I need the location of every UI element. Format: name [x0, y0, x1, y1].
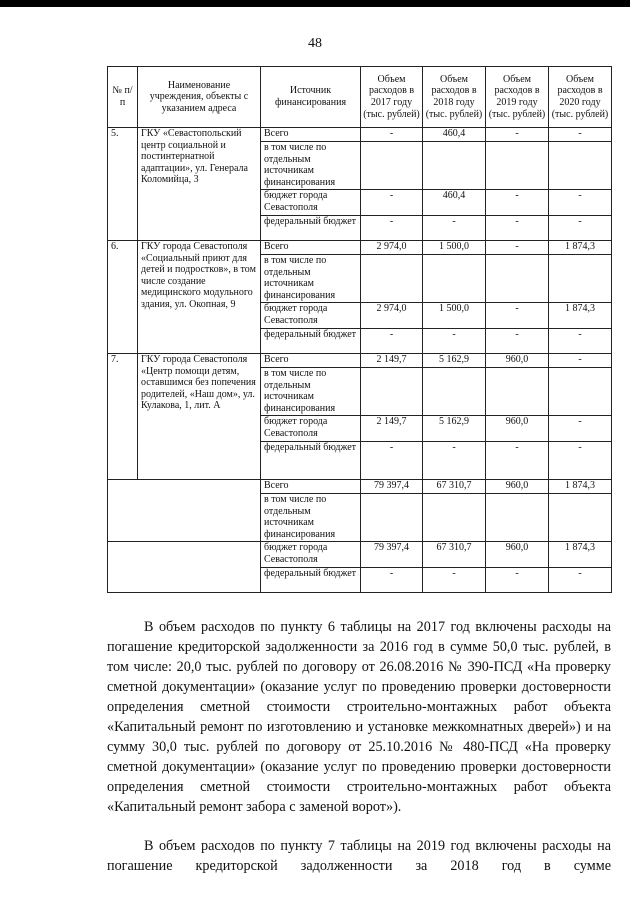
source-cell: в том числе по отдельным источникам финансирования [261, 142, 361, 190]
table-row [108, 354, 612, 368]
value-cell [549, 494, 612, 542]
header-cell: Объем расходов в 2020 году (тыс. рублей) [549, 67, 612, 128]
value-cell: - [486, 190, 549, 216]
value-cell: - [486, 241, 549, 255]
expense-table [107, 66, 612, 593]
source-cell: бюджет города Севастополя [261, 416, 361, 442]
table-row [108, 128, 612, 142]
value-cell: 1 874,3 [549, 480, 612, 494]
header-cell: Объем расходов в 2018 году (тыс. рублей) [423, 67, 486, 128]
value-cell: 460,4 [423, 128, 486, 142]
page-number: 48 [308, 36, 322, 51]
value-cell: - [361, 190, 423, 216]
value-cell: 1 874,3 [549, 241, 612, 255]
source-cell: Всего [261, 354, 361, 368]
value-cell: 960,0 [486, 480, 549, 494]
value-cell: - [549, 416, 612, 442]
institution-cell: ГКУ города Севастополя «Центр помощи детям, оставшимся без попечения родителей, «Наш дом», ул. Кулакова, 1, лит. А [138, 354, 261, 480]
source-cell: Всего [261, 480, 361, 494]
table-row [108, 480, 612, 494]
value-cell: - [549, 128, 612, 142]
value-cell: - [486, 303, 549, 329]
value-cell: - [486, 568, 549, 593]
value-cell [486, 494, 549, 542]
value-cell [423, 255, 486, 303]
value-cell: - [549, 354, 612, 368]
header-cell: Объем расходов в 2019 году (тыс. рублей) [486, 67, 549, 128]
total-empty-cell [108, 480, 261, 542]
value-cell: 960,0 [486, 416, 549, 442]
institution-cell: ГКУ «Севастопольский центр социальной и постинтернатной адаптации», ул. Генерала Коломийца, 3 [138, 128, 261, 241]
value-cell: 960,0 [486, 354, 549, 368]
value-cell: - [423, 568, 486, 593]
paragraph-2-text: В объем расходов по пункту 7 таблицы на 2019 год включены расходы на погашение кредиторской задолженности за 2018 год в сумме [107, 838, 611, 874]
value-cell [361, 255, 423, 303]
value-cell: - [549, 442, 612, 480]
value-cell: - [361, 329, 423, 354]
value-cell: 5 162,9 [423, 354, 486, 368]
header-cell: Источник финансирования [261, 67, 361, 128]
value-cell [361, 142, 423, 190]
value-cell [423, 368, 486, 416]
value-cell: 79 397,4 [361, 542, 423, 568]
source-cell: бюджет города Севастополя [261, 190, 361, 216]
value-cell: 1 500,0 [423, 241, 486, 255]
paragraph-1-text: В объем расходов по пункту 6 таблицы на 2017 год включены расходы на погашение кредиторской задолженности за 2016 год в сумме 50,0 тыс. рублей, в том числе: 20,0 тыс. рублей по договору от 26.08.2016 № 390-ПСД «На проверку сметной документации» (оказание услуг по проведению проверки достоверности определения сметной стоимости строительно-монтажных работ объекта «Капитальный ремонт по изготовлению и установке межкомнатных дверей») и на сумму 30,0 тыс. рублей по договору от 25.10.2016 № 480-ПСД «На проверку сметной документации» (оказание услуг по проведению проверки достоверности определения сметной стоимости строительно-монтажных работ объекта «Капитальный ремонт забора с заменой ворот»). [107, 619, 611, 815]
source-cell: бюджет города Севастополя [261, 542, 361, 568]
value-cell: - [549, 568, 612, 593]
source-cell: в том числе по отдельным источникам финансирования [261, 255, 361, 303]
header-cell: Наименование учреждения, объекты с указанием адреса [138, 67, 261, 128]
value-cell: - [423, 329, 486, 354]
value-cell: 1 874,3 [549, 542, 612, 568]
value-cell [486, 368, 549, 416]
top-border-line [0, 0, 630, 7]
source-cell: федеральный бюджет [261, 329, 361, 354]
value-cell: 960,0 [486, 542, 549, 568]
value-cell: 67 310,7 [423, 542, 486, 568]
value-cell [361, 368, 423, 416]
value-cell: - [423, 216, 486, 241]
value-cell: - [486, 329, 549, 354]
value-cell: - [361, 128, 423, 142]
source-cell: в том числе по отдельным источникам финансирования [261, 494, 361, 542]
source-cell: в том числе по отдельным источникам финансирования [261, 368, 361, 416]
value-cell: 1 874,3 [549, 303, 612, 329]
row-number: 6. [108, 241, 138, 354]
source-cell: федеральный бюджет [261, 442, 361, 480]
value-cell: - [486, 128, 549, 142]
paragraph-1 [107, 617, 611, 817]
table-row [108, 542, 612, 568]
value-cell: - [549, 216, 612, 241]
value-cell: 1 500,0 [423, 303, 486, 329]
value-cell [423, 494, 486, 542]
source-cell: федеральный бюджет [261, 568, 361, 593]
value-cell: 5 162,9 [423, 416, 486, 442]
value-cell: - [486, 442, 549, 480]
header-cell: № п/п [108, 67, 138, 128]
value-cell [549, 142, 612, 190]
row-number: 7. [108, 354, 138, 480]
header-cell: Объем расходов в 2017 году (тыс. рублей) [361, 67, 423, 128]
value-cell: 2 974,0 [361, 241, 423, 255]
paragraph-2 [107, 836, 611, 876]
value-cell: - [486, 216, 549, 241]
row-number: 5. [108, 128, 138, 241]
table-row [108, 241, 612, 255]
institution-cell: ГКУ города Севастополя «Социальный приют для детей и подростков», в том числе создание медицинского модульного здания, ул. Окопная, 9 [138, 241, 261, 354]
value-cell: 2 149,7 [361, 354, 423, 368]
value-cell [423, 142, 486, 190]
total-empty-cell [108, 542, 261, 593]
value-cell: 79 397,4 [361, 480, 423, 494]
value-cell [361, 494, 423, 542]
value-cell: - [423, 442, 486, 480]
value-cell: 2 149,7 [361, 416, 423, 442]
value-cell: - [549, 190, 612, 216]
value-cell: - [361, 216, 423, 241]
value-cell [486, 142, 549, 190]
source-cell: Всего [261, 128, 361, 142]
value-cell: - [361, 568, 423, 593]
value-cell: - [361, 442, 423, 480]
value-cell [549, 368, 612, 416]
value-cell [549, 255, 612, 303]
table-header-row [108, 67, 612, 128]
value-cell [486, 255, 549, 303]
value-cell: 67 310,7 [423, 480, 486, 494]
value-cell: 460,4 [423, 190, 486, 216]
source-cell: Всего [261, 241, 361, 255]
value-cell: - [549, 329, 612, 354]
source-cell: федеральный бюджет [261, 216, 361, 241]
source-cell: бюджет города Севастополя [261, 303, 361, 329]
value-cell: 2 974,0 [361, 303, 423, 329]
